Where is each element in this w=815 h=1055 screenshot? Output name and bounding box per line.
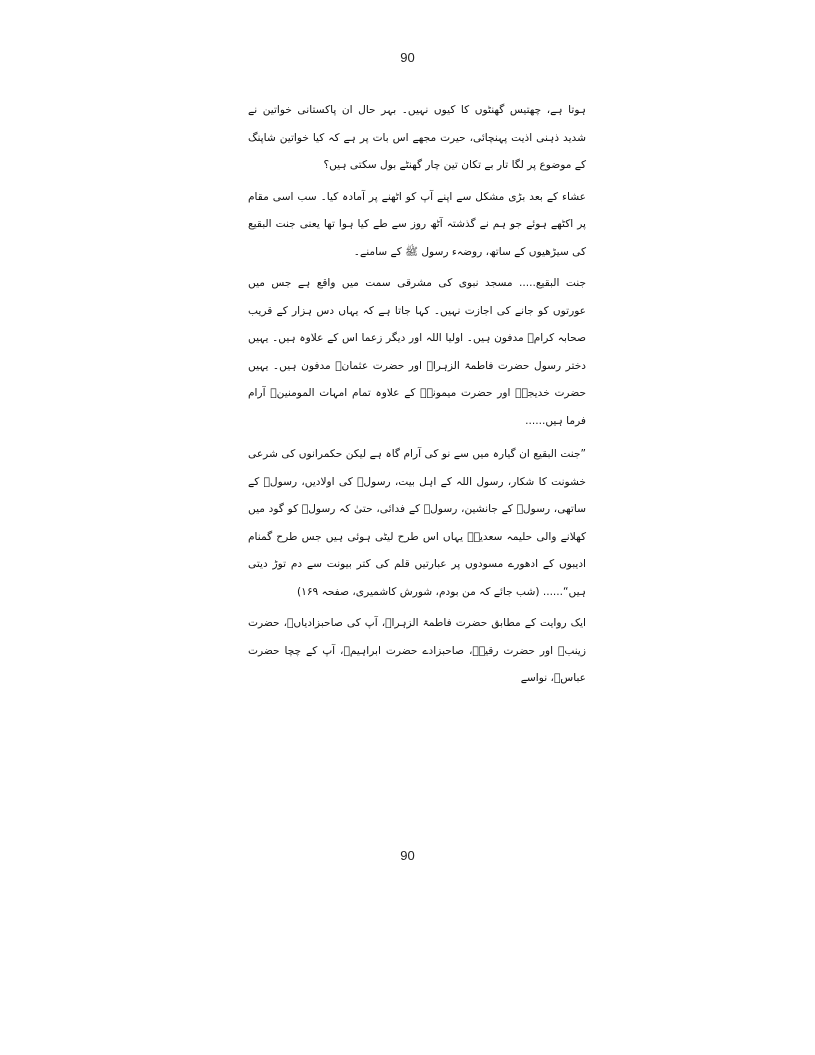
paragraph-2: عشاء کے بعد بڑی مشکل سے اپنے آپ کو اٹھنے پر آمادہ کیا۔ سب اسی مقام پر اکٹھے ہوئے جو ہم نے گذشتہ آٹھ روز سے طے کیا ہوا تھا یعنی جنت البقیع کی سیڑھیوں کے ساتھ، روضہء رسول ﷺ کے سامنے۔: [248, 190, 586, 258]
paragraph-4-quotation: ”جنت البقیع ان گیارہ میں سے نو کی آرام گاہ ہے لیکن حکمرانوں کی شرعی خشونت کا شکار، رسول اللہ کے اہل بیت، رسولؐ کی اولادیں، رسولؐ کے ساتھی، رسولؐ کے جانشین، رسولؐ کے فدائی، حتیٰ کہ رسولؐ کو گود میں کھلانے والی حلیمہ سعدیہؓ یہاں اس طرح لیٹی ہوئی ہیں جس طرح گمنام ادیبوں کے ادھورے مسودوں پر عبارتیں قلم کی کتر بیونت سے دم توڑ دیتی ہیں“...... (شب جائے کہ من بودم، شورش کاشمیری، صفحہ ۱۶۹): [248, 448, 586, 598]
urdu-text-body: [248, 97, 586, 697]
page-number-top: 90: [400, 50, 415, 65]
paragraph-5: ایک روایت کے مطابق حضرت فاطمۃ الزہراؓ، آپ کی صاحبزادیاںؓ، حضرت زینبؓ اور حضرت رقیہؓ، صاحبزادے حضرت ابراہیمؓ، آپ کے چچا حضرت عباسؓ، نواسے: [248, 617, 586, 684]
page-number-bottom: 90: [400, 848, 415, 863]
paragraph-3: جنت البقیع..... مسجد نبوی کی مشرقی سمت میں واقع ہے جس میں عورتوں کو جانے کی اجازت نہیں۔ کہا جاتا ہے کہ یہاں دس ہزار کے قریب صحابہ کرامؓ مدفون ہیں۔ اولیا اللہ اور دیگر زعما اس کے علاوہ ہیں۔ یہیں دختر رسول حضرت فاطمۃ الزہراؓ اور حضرت عثمانؓ مدفون ہیں۔ یہیں حضرت خدیجہؓ اور حضرت میمونہؓ کے علاوہ تمام امہات المومنینؓ آرام فرما ہیں......: [248, 277, 586, 427]
paragraph-1: ہوتا ہے، چھتیس گھنٹوں کا کیوں نہیں۔ بہر حال ان پاکستانی خواتین نے شدید ذہنی اذیت پہنچائی، حیرت مجھے اس بات پر ہے کہ کیا خواتین شاپنگ کے موضوع پر لگا تار بے تکان تین چار گھنٹے بول سکتی ہیں؟: [248, 104, 586, 171]
